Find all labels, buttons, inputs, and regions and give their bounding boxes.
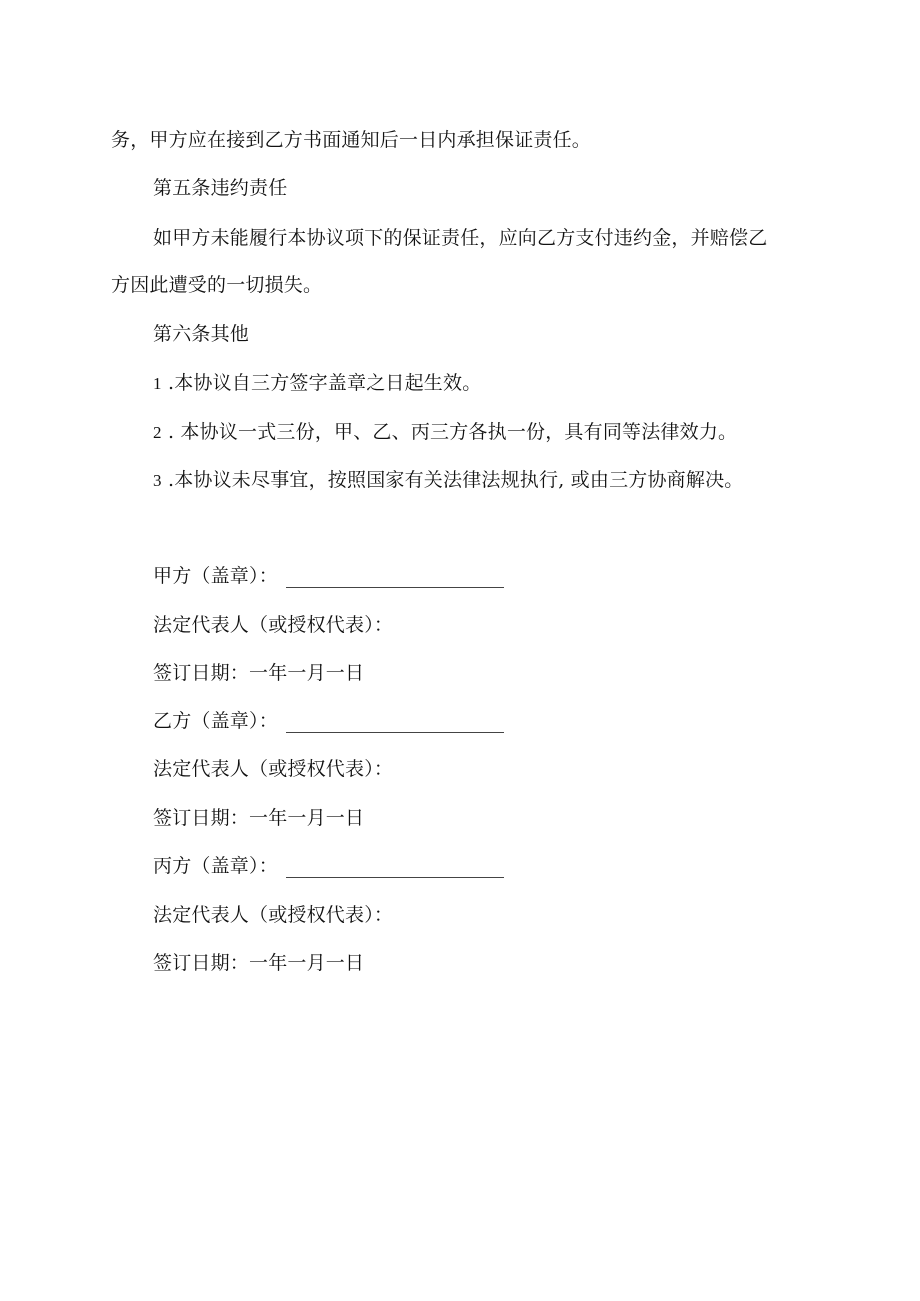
- article-5-body-line-1: 如甲方未能履行本协议项下的保证责任，应向乙方支付违约金，并赔偿乙: [153, 227, 768, 249]
- party-b-signature-blank[interactable]: [286, 715, 504, 733]
- party-b-label: 乙方（盖章）：: [153, 710, 278, 732]
- party-c-representative: 法定代表人（或授权代表）：: [153, 904, 394, 926]
- party-a-representative: 法定代表人（或授权代表）：: [153, 614, 394, 636]
- party-a-label: 甲方（盖章）：: [153, 565, 278, 587]
- party-b-signing-date: 签订日期：一年一月一日: [153, 807, 365, 829]
- party-c-label: 丙方（盖章）：: [153, 855, 278, 877]
- clause-text: .本协议自三方签字盖章之日起生效。: [167, 372, 482, 394]
- clause-text: .本协议未尽事宜，按照国家有关法律法规执行, 或由三方协商解决。: [167, 469, 744, 491]
- party-b-representative: 法定代表人（或授权代表）：: [153, 758, 394, 780]
- article-4-tail: 务，甲方应在接到乙方书面通知后一日内承担保证责任。: [111, 129, 592, 151]
- article-6-title: 第六条其他: [153, 323, 250, 345]
- clause-1: [153, 371, 481, 396]
- party-c-seal-line: [153, 854, 504, 878]
- party-a-signing-date: 签订日期：一年一月一日: [153, 662, 365, 684]
- clause-number: 2: [153, 423, 162, 442]
- article-5-title: 第五条违约责任: [153, 177, 288, 199]
- party-c-signature-blank[interactable]: [286, 860, 504, 878]
- clause-3: [153, 468, 743, 493]
- article-5-body-line-2: 方因此遭受的一切损失。: [111, 274, 323, 296]
- clause-2: [153, 420, 737, 445]
- party-a-signature-blank[interactable]: [286, 570, 504, 588]
- clause-number: 1: [153, 374, 162, 393]
- party-a-seal-line: [153, 564, 504, 588]
- party-b-seal-line: [153, 709, 504, 733]
- party-c-signing-date: 签订日期：一年一月一日: [153, 952, 365, 974]
- clause-number: 3: [153, 471, 162, 490]
- clause-text: . 本协议一式三份，甲、乙、丙三方各执一份，具有同等法律效力。: [167, 421, 738, 443]
